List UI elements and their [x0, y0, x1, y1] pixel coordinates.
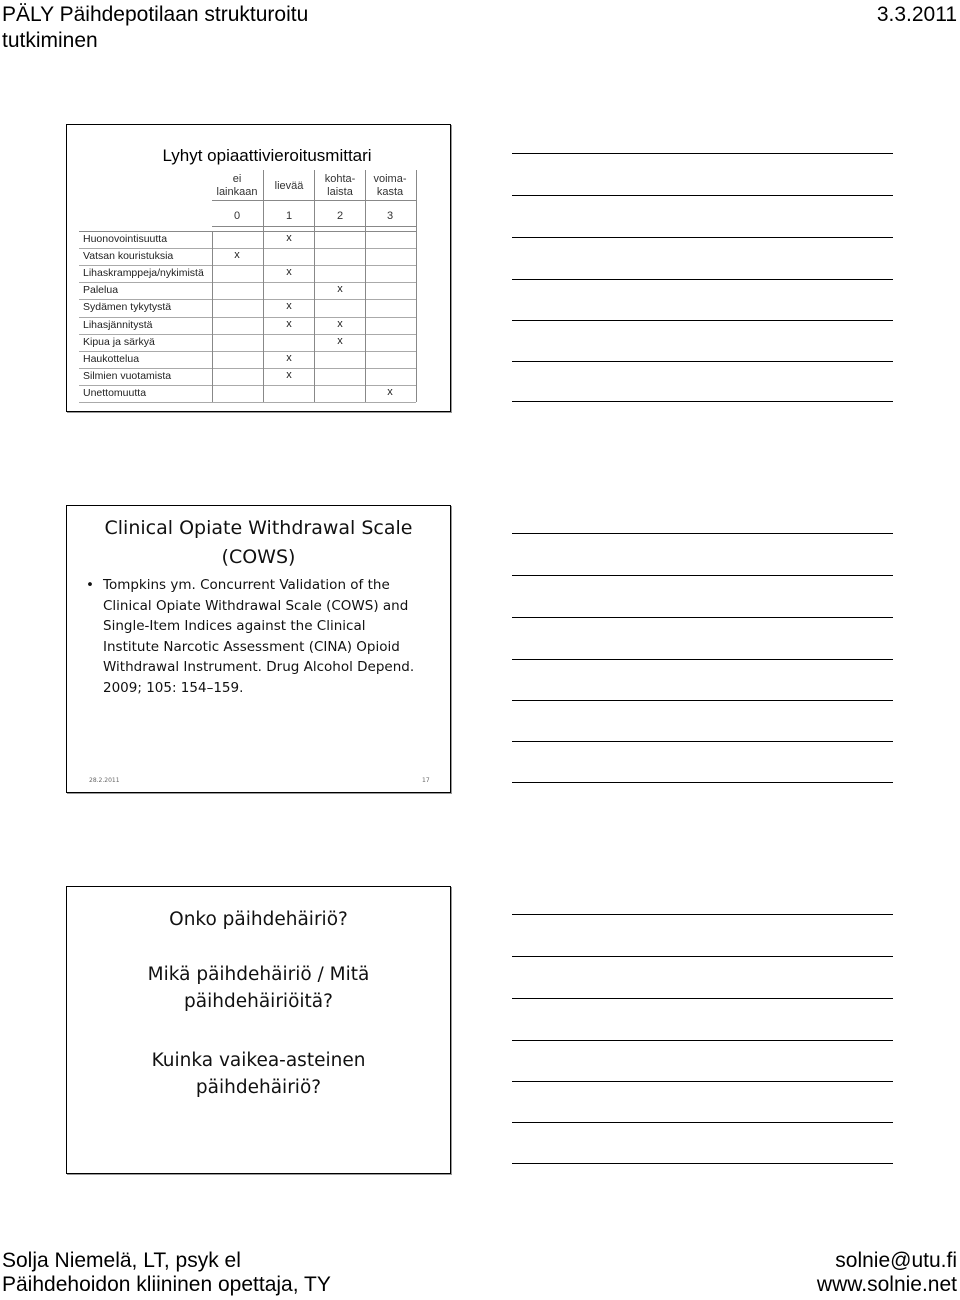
- question-3-line2: päihdehäiriö?: [195, 1077, 322, 1098]
- slide-title: Lyhyt opiaattivieroitusmittari: [162, 146, 372, 165]
- row-label: Unettomuutta: [83, 386, 147, 399]
- footer-author: Solja Niemelä, LT, psyk el: [2, 1249, 241, 1272]
- score-value: 3: [386, 210, 394, 222]
- reference-line: Clinical Opiate Withdrawal Scale (COWS) and: [103, 597, 409, 614]
- slide-title-line1: Clinical Opiate Withdrawal Scale: [104, 517, 413, 539]
- notes-line: [512, 401, 893, 402]
- row-label: Kipua ja särkyä: [83, 335, 155, 348]
- notes-line: [512, 956, 893, 957]
- table-rule: [79, 402, 416, 403]
- question-2-line2: päihdehäiriöitä?: [184, 991, 333, 1012]
- document-title-line2: tutkiminen: [2, 29, 98, 52]
- column-header: [365, 173, 415, 199]
- column-header-line: kohta-: [324, 173, 356, 185]
- reference-line: Single-Item Indices against the Clinical: [103, 618, 366, 635]
- slide-footer-date: 28.2.2011: [89, 777, 120, 784]
- row-label: Palelua: [83, 284, 119, 297]
- column-header-line: voima-: [373, 173, 407, 185]
- notes-line: [512, 1163, 893, 1164]
- notes-line: [512, 320, 893, 321]
- notes-line: [512, 279, 893, 280]
- notes-line: [512, 195, 893, 196]
- notes-line: [512, 782, 893, 783]
- row-label: Vatsan kouristuksia: [83, 250, 174, 263]
- row-mark: x: [286, 351, 292, 364]
- column-header: [212, 173, 262, 199]
- row-mark: x: [286, 300, 292, 313]
- question-1: Onko päihdehäiriö?: [169, 909, 348, 930]
- slide-cows: [66, 505, 451, 793]
- row-mark: x: [286, 232, 292, 244]
- slide-title-line2: (COWS): [221, 546, 296, 568]
- row-mark: x: [337, 283, 343, 296]
- table-divider: [314, 170, 315, 402]
- reference-text: [103, 575, 448, 699]
- bullet-marker: •: [86, 577, 94, 593]
- notes-line: [512, 575, 893, 576]
- notes-line: [512, 741, 893, 742]
- notes-line: [512, 914, 893, 915]
- table-divider: [212, 231, 213, 402]
- row-mark: x: [286, 368, 292, 381]
- notes-line: [512, 361, 893, 362]
- row-mark: x: [234, 249, 240, 262]
- notes-line: [512, 659, 893, 660]
- row-label: Sydämen tykytystä: [83, 301, 172, 314]
- column-header: [264, 180, 314, 193]
- score-value: 2: [336, 210, 344, 222]
- column-header-line: ei: [232, 173, 242, 185]
- footer-website[interactable]: www.solnie.net: [816, 1273, 957, 1296]
- row-label: Haukottelua: [83, 352, 140, 365]
- row-label: Lihaskramppeja/nykimistä: [83, 267, 204, 280]
- document-date: 3.3.2011: [876, 3, 957, 26]
- footer-email[interactable]: solnie@utu.fi: [835, 1249, 957, 1272]
- column-header-line: lievää: [274, 180, 304, 192]
- question-2-line1: Mikä päihdehäiriö / Mitä: [147, 964, 370, 985]
- reference-line: Tompkins ym. Concurrent Validation of the: [103, 577, 390, 593]
- reference-line: 2009; 105: 154–159.: [103, 679, 244, 696]
- row-mark: x: [337, 317, 343, 330]
- row-label: Silmien vuotamista: [83, 369, 172, 382]
- table-divider: [365, 170, 366, 402]
- question-3-line1: Kuinka vaikea-asteinen: [151, 1050, 366, 1071]
- column-header-line: laista: [327, 186, 353, 198]
- notes-line: [512, 533, 893, 534]
- notes-line: [512, 1122, 893, 1123]
- footer-role: Päihdehoidon kliininen opettaja, TY: [2, 1273, 331, 1296]
- document-title-line1: PÄLY Päihdepotilaan strukturoitu: [2, 3, 309, 26]
- row-mark: x: [286, 266, 292, 279]
- column-header-line: lainkaan: [216, 186, 258, 198]
- reference-line: Withdrawal Instrument. Drug Alcohol Depend.: [103, 659, 415, 676]
- row-mark: x: [286, 317, 292, 330]
- score-value: 0: [233, 210, 241, 222]
- row-label: Huonovointisuutta: [83, 233, 168, 245]
- column-header-line: kasta: [376, 186, 404, 198]
- notes-line: [512, 998, 893, 999]
- notes-line: [512, 237, 893, 238]
- slide-page-number: 17: [422, 777, 430, 784]
- notes-line: [512, 700, 893, 701]
- table-divider: [263, 170, 264, 402]
- row-mark: x: [387, 385, 393, 398]
- column-header: [315, 173, 365, 199]
- notes-line: [512, 617, 893, 618]
- row-mark: x: [337, 334, 343, 347]
- row-label: Lihasjännitystä: [83, 318, 153, 331]
- slide-opiate-withdrawal-meter: [66, 124, 451, 412]
- reference-line: Institute Narcotic Assessment (CINA) Opioid: [103, 638, 400, 655]
- notes-line: [512, 1081, 893, 1082]
- table-divider: [416, 170, 417, 402]
- notes-line: [512, 1040, 893, 1041]
- score-value: 1: [285, 210, 293, 222]
- slide-questions: [66, 886, 451, 1174]
- notes-line: [512, 153, 893, 154]
